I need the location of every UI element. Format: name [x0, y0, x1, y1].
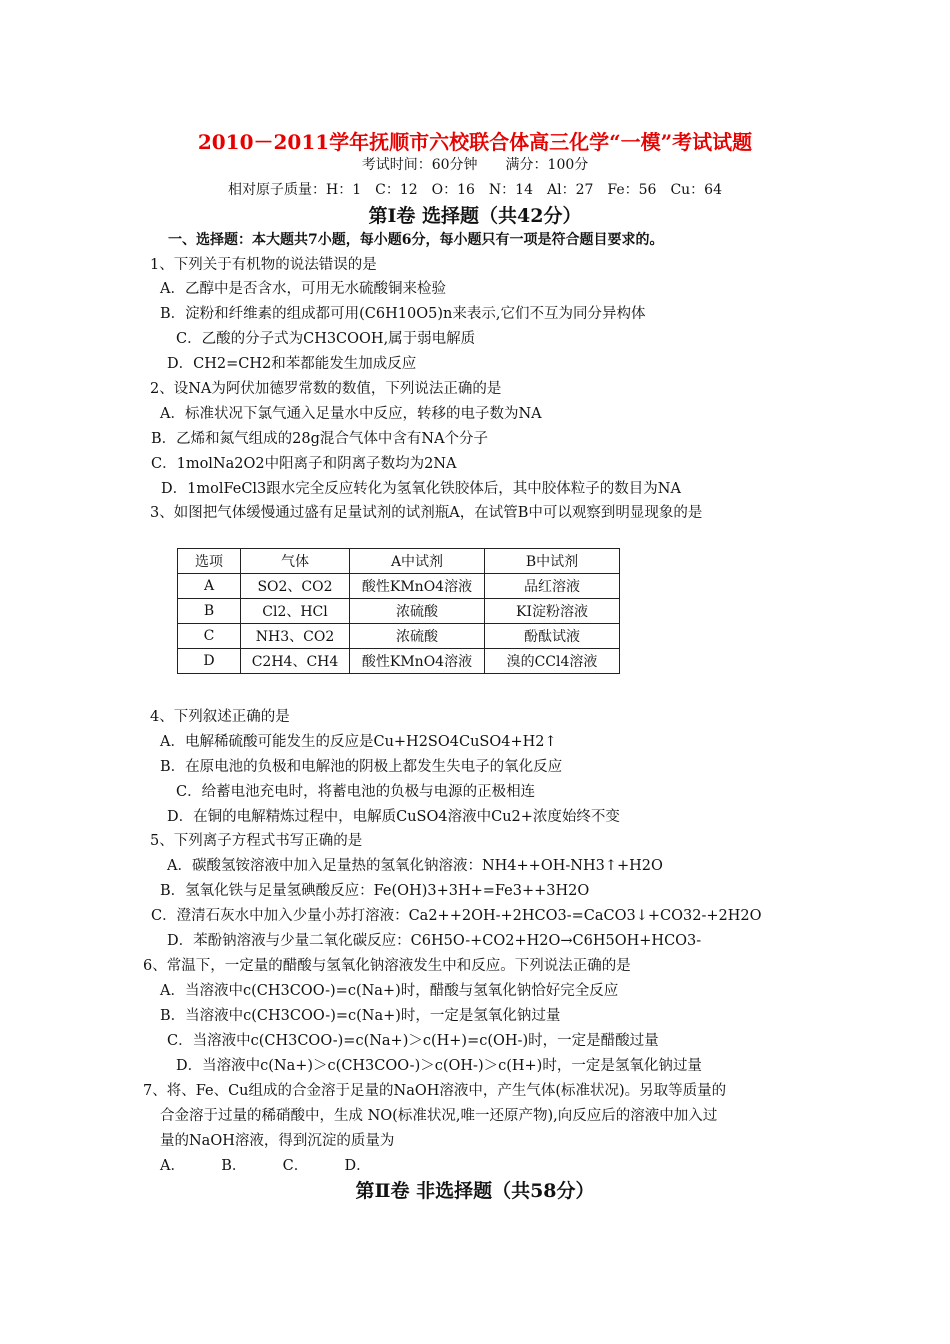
table-row [178, 574, 620, 599]
table-row [178, 649, 620, 674]
table-cell: C [178, 624, 241, 649]
q5-option-c: C．澄清石灰水中加入少量小苏打溶液：Ca2++2OH-+2HCO3-=CaCO3↓+CO32-+2H2O [151, 908, 762, 924]
q1-option-c: C．乙酸的分子式为CH3COOH,属于弱电解质 [176, 331, 476, 347]
q1-option-a: A．乙醇中是否含水，可用无水硫酸铜来检验 [160, 281, 446, 297]
q7-stem: 7、将、Fe、Cu组成的合金溶于足量的NaOH溶液中，产生气体(标准状况)。另取等质量的 [143, 1083, 727, 1099]
table-header-cell: 气体 [241, 549, 350, 574]
q3-table [177, 548, 620, 674]
exam-time-score: 考试时间：60分钟 满分：100分 [361, 157, 589, 173]
table-cell: SO2、CO2 [241, 574, 350, 599]
q2-option-c: C．1molNa2O2中阳离子和阴离子数均为2NA [151, 456, 457, 472]
q7-stem-line3: 量的NaOH溶液，得到沉淀的质量为 [160, 1133, 395, 1149]
table-header-cell: B中试剂 [485, 549, 620, 574]
q4-option-d: D．在铜的电解精炼过程中，电解质CuSO4溶液中Cu2+浓度始终不变 [167, 809, 620, 825]
table-cell: B [178, 599, 241, 624]
q3-stem: 3、如图把气体缓慢通过盛有足量试剂的试剂瓶A，在试管B中可以观察到明显现象的是 [150, 505, 703, 521]
section-2-heading: 第Ⅱ卷 非选择题（共58分） [355, 1180, 595, 1202]
q6-option-a: A．当溶液中c(CH3COO-)=c(Na+)时，醋酸与氢氧化钠恰好完全反应 [160, 983, 619, 999]
q6-option-d: D．当溶液中c(Na+)＞c(CH3COO-)＞c(OH-)＞c(H+)时，一定是氢氧化钠过量 [176, 1058, 702, 1074]
table-cell: 酸性KMnO4溶液 [350, 574, 485, 599]
exam-title: 2010－2011学年抚顺市六校联合体高三化学“一模”考试试题 [197, 130, 753, 154]
q1-option-b: B．淀粉和纤维素的组成都可用(C6H10O5)n来表示,它们不互为同分异构体 [160, 306, 646, 322]
table-header-cell: 选项 [178, 549, 241, 574]
q1-option-d: D．CH2=CH2和苯都能发生加成反应 [167, 356, 417, 372]
table-cell: 浓硫酸 [350, 624, 485, 649]
table-cell: 品红溶液 [485, 574, 620, 599]
table-cell: NH3、CO2 [241, 624, 350, 649]
q6-option-b: B．当溶液中c(CH3COO-)=c(Na+)时，一定是氢氧化钠过量 [160, 1008, 561, 1024]
table-header-cell: A中试剂 [350, 549, 485, 574]
table-cell: Cl2、HCl [241, 599, 350, 624]
q5-stem: 5、下列离子方程式书写正确的是 [150, 833, 363, 849]
table-cell: 酚酞试液 [485, 624, 620, 649]
q6-option-c: C．当溶液中c(CH3COO-)=c(Na+)＞c(H+)=c(OH-)时，一定是醋酸过量 [167, 1033, 659, 1049]
q6-stem: 6、常温下，一定量的醋酸与氢氧化钠溶液发生中和反应。下列说法正确的是 [143, 958, 631, 974]
table-header-row [178, 549, 620, 574]
section-1-instruction: 一、选择题：本大题共7小题，每小题6分，每小题只有一项是符合题目要求的。 [168, 232, 664, 248]
q4-option-a: A．电解稀硫酸可能发生的反应是Cu+H2SO4CuSO4+H2↑ [160, 734, 557, 750]
q4-option-b: B．在原电池的负极和电解池的阴极上都发生失电子的氧化反应 [160, 759, 563, 775]
q2-stem: 2、设NA为阿伏加德罗常数的数值，下列说法正确的是 [150, 381, 502, 397]
q7-stem-line2: 合金溶于过量的稀硝酸中，生成 NO(标准状况,唯一还原产物),向反应后的溶液中加入过 [160, 1108, 718, 1124]
table-cell: 溴的CCl4溶液 [485, 649, 620, 674]
table-cell: A [178, 574, 241, 599]
q1-stem: 1、下列关于有机物的说法错误的是 [150, 257, 377, 273]
q7-options: A． B． C． D． [160, 1158, 371, 1174]
q2-option-a: A．标准状况下氯气通入足量水中反应，转移的电子数为NA [160, 406, 542, 422]
table-row [178, 599, 620, 624]
q5-option-a: A．碳酸氢铵溶液中加入足量热的氢氧化钠溶液：NH4++OH-NH3↑+H2O [167, 858, 663, 874]
q5-option-d: D．苯酚钠溶液与少量二氧化碳反应：C6H5O-+CO2+H2O→C6H5OH+HCO3- [167, 933, 702, 949]
q4-option-c: C．给蓄电池充电时，将蓄电池的负极与电源的正极相连 [176, 784, 536, 800]
table-cell: C2H4、CH4 [241, 649, 350, 674]
table-cell: D [178, 649, 241, 674]
table-cell: KI淀粉溶液 [485, 599, 620, 624]
q2-option-d: D．1molFeCl3跟水完全反应转化为氢氧化铁胶体后，其中胶体粒子的数目为NA [161, 481, 681, 497]
table-row [178, 624, 620, 649]
section-1-heading: 第Ⅰ卷 选择题（共42分） [368, 205, 582, 227]
q4-stem: 4、下列叙述正确的是 [150, 709, 290, 725]
table-cell: 酸性KMnO4溶液 [350, 649, 485, 674]
atomic-masses: 相对原子质量：H：1 C：12 O：16 N：14 Al：27 Fe：56 Cu：64 [228, 182, 722, 198]
q2-option-b: B．乙烯和氮气组成的28g混合气体中含有NA个分子 [151, 431, 489, 447]
q5-option-b: B．氢氧化铁与足量氢碘酸反应：Fe(OH)3+3H+=Fe3++3H2O [160, 883, 590, 899]
table-cell: 浓硫酸 [350, 599, 485, 624]
